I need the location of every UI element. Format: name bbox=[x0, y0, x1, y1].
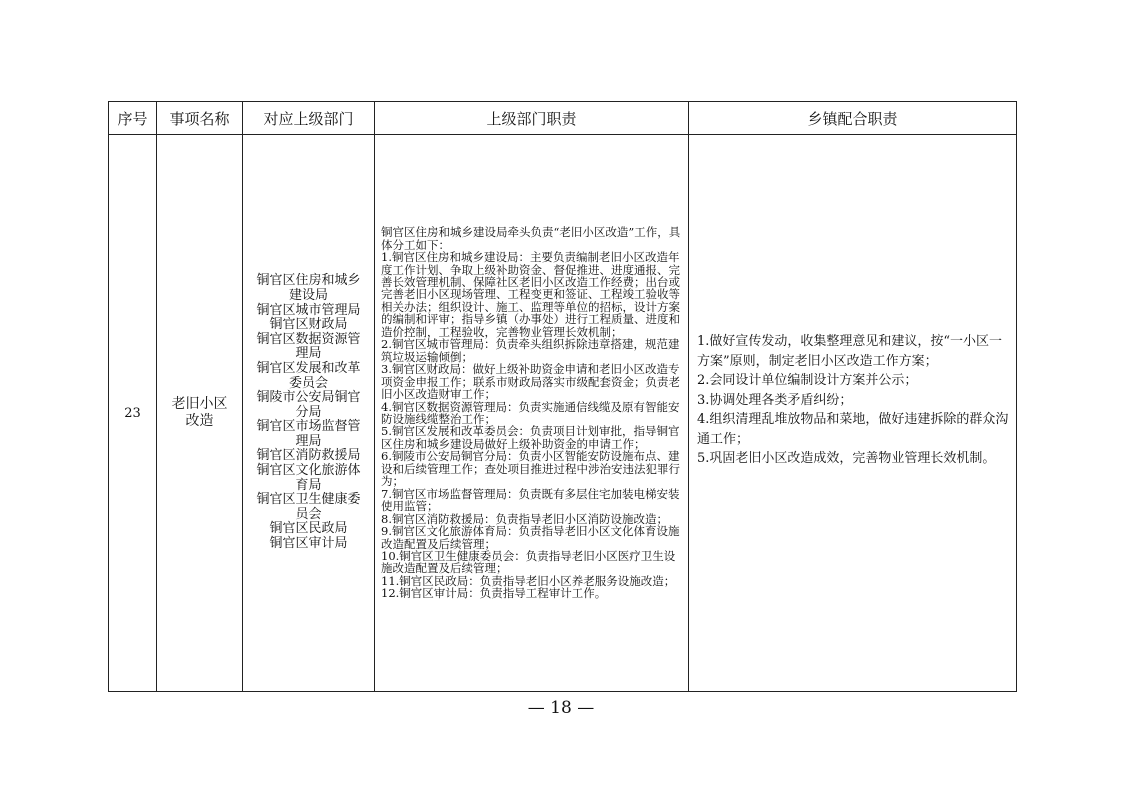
header-seq: 序号 bbox=[109, 102, 157, 135]
department-name: 铜官区市场监督管理局 bbox=[256, 419, 361, 449]
row-town-duties-cell bbox=[689, 135, 1017, 692]
row-departments-cell bbox=[243, 135, 375, 692]
department-name: 铜官区审计局 bbox=[269, 536, 348, 552]
row-item-name: 老旧小区改造 bbox=[171, 396, 228, 429]
duty-table bbox=[108, 101, 1017, 692]
town-duty-item: 5.巩固老旧小区改造成效，完善物业管理长效机制。 bbox=[697, 451, 996, 467]
department-name: 铜陵市公安局铜官分局 bbox=[256, 390, 361, 420]
header-town-duties: 乡镇配合职责 bbox=[689, 102, 1017, 135]
row-item-name-cell bbox=[157, 135, 243, 692]
superior-duty-item: 12.铜官区审计局：负责指导工程审计工作。 bbox=[381, 586, 607, 601]
department-name: 铜官区文化旅游体育局 bbox=[256, 463, 361, 493]
superior-duty-item: 10.铜官区卫生健康委员会：负责指导老旧小区医疗卫生设施改造配置及后续管理； bbox=[381, 548, 676, 576]
department-name: 铜官区发展和改革委员会 bbox=[256, 360, 361, 391]
town-duty-item: 4.组织清理乱堆放物品和菜地，做好违建拆除的群众沟通工作； bbox=[697, 412, 1009, 447]
header-superior-duties: 上级部门职责 bbox=[375, 102, 689, 135]
row-superior-duties-cell bbox=[375, 135, 689, 692]
department-name: 铜官区数据资源管理局 bbox=[256, 331, 361, 362]
table-row bbox=[109, 135, 1017, 692]
superior-duty-item: 4.铜官区数据资源管理局：负责实施通信线缆及原有智能安防设施线缆整治工作； bbox=[381, 399, 680, 426]
table-header-row bbox=[109, 102, 1017, 135]
department-name: 铜官区住房和城乡建设局 bbox=[256, 273, 361, 303]
department-name: 铜官区民政局 bbox=[269, 521, 348, 537]
header-item-name: 事项名称 bbox=[157, 102, 243, 135]
department-name: 铜官区消防救援局 bbox=[256, 448, 361, 464]
superior-duty-item: 11.铜官区民政局：负责指导老旧小区养老服务设施改造； bbox=[381, 573, 676, 588]
superior-duty-item: 8.铜官区消防救援局：负责指导老旧小区消防设施改造； bbox=[381, 511, 668, 526]
superior-duty-item: 6.铜陵市公安局铜官分局：负责小区智能安防设施布点、建设和后续管理工作；查处项目推进过程中涉治安违法犯罪行为； bbox=[381, 449, 680, 489]
superior-duty-item: 3.铜官区财政局：做好上级补助资金申请和老旧小区改造专项资金申报工作；联系市财政局落实市级配套资金；负责老旧小区改造财审工作； bbox=[381, 362, 680, 402]
department-name: 铜官区财政局 bbox=[269, 317, 348, 333]
superior-duty-item: 5.铜官区发展和改革委员会：负责项目计划审批，指导铜官区住房和城乡建设局做好上级补助资金的申请工作； bbox=[381, 424, 680, 451]
town-duty-item: 3.协调处理各类矛盾纠纷； bbox=[697, 392, 853, 408]
superior-duty-item: 7.铜官区市场监督管理局：负责既有多层住宅加装电梯安装使用监管； bbox=[381, 486, 680, 514]
superior-duty-item: 1.铜官区住房和城乡建设局：主要负责编制老旧小区改造年度工作计划、争取上级补助资金、督促推进、进度通报、完善长效管理机制、保障社区老旧小区改造工作经费；出台或完善老旧小区现场管理、工程变更和签证、工程竣工验收等相关办法；组织设计、施工、监理等单位的招标，设计方案的编制和评审；指导乡镇（办事处）进行工程质量、进度和造价控制，工程验收，完善物业管理长效机制； bbox=[381, 250, 680, 339]
row-seq: 23 bbox=[109, 135, 157, 692]
superior-duty-item: 9.铜官区文化旅游体育局：负责指导老旧小区文化体育设施改造配置及后续管理； bbox=[381, 524, 680, 551]
page-number: — 18 — bbox=[527, 698, 595, 718]
header-superior-department: 对应上级部门 bbox=[243, 102, 375, 135]
superior-duty-item: 铜官区住房和城乡建设局牵头负责“老旧小区改造”工作，具体分工如下： bbox=[381, 225, 681, 252]
town-duty-item: 1.做好宣传发动，收集整理意见和建议，按“一小区一方案”原则，制定老旧小区改造工作方案； bbox=[697, 334, 1003, 369]
department-name: 铜官区城市管理局 bbox=[256, 302, 361, 318]
superior-duty-item: 2.铜官区城市管理局：负责牵头组织拆除违章搭建，规范建筑垃圾运输倾倒； bbox=[381, 337, 680, 364]
department-name: 铜官区卫生健康委员会 bbox=[256, 492, 361, 522]
town-duty-item: 2.会同设计单位编制设计方案并公示； bbox=[697, 373, 918, 389]
